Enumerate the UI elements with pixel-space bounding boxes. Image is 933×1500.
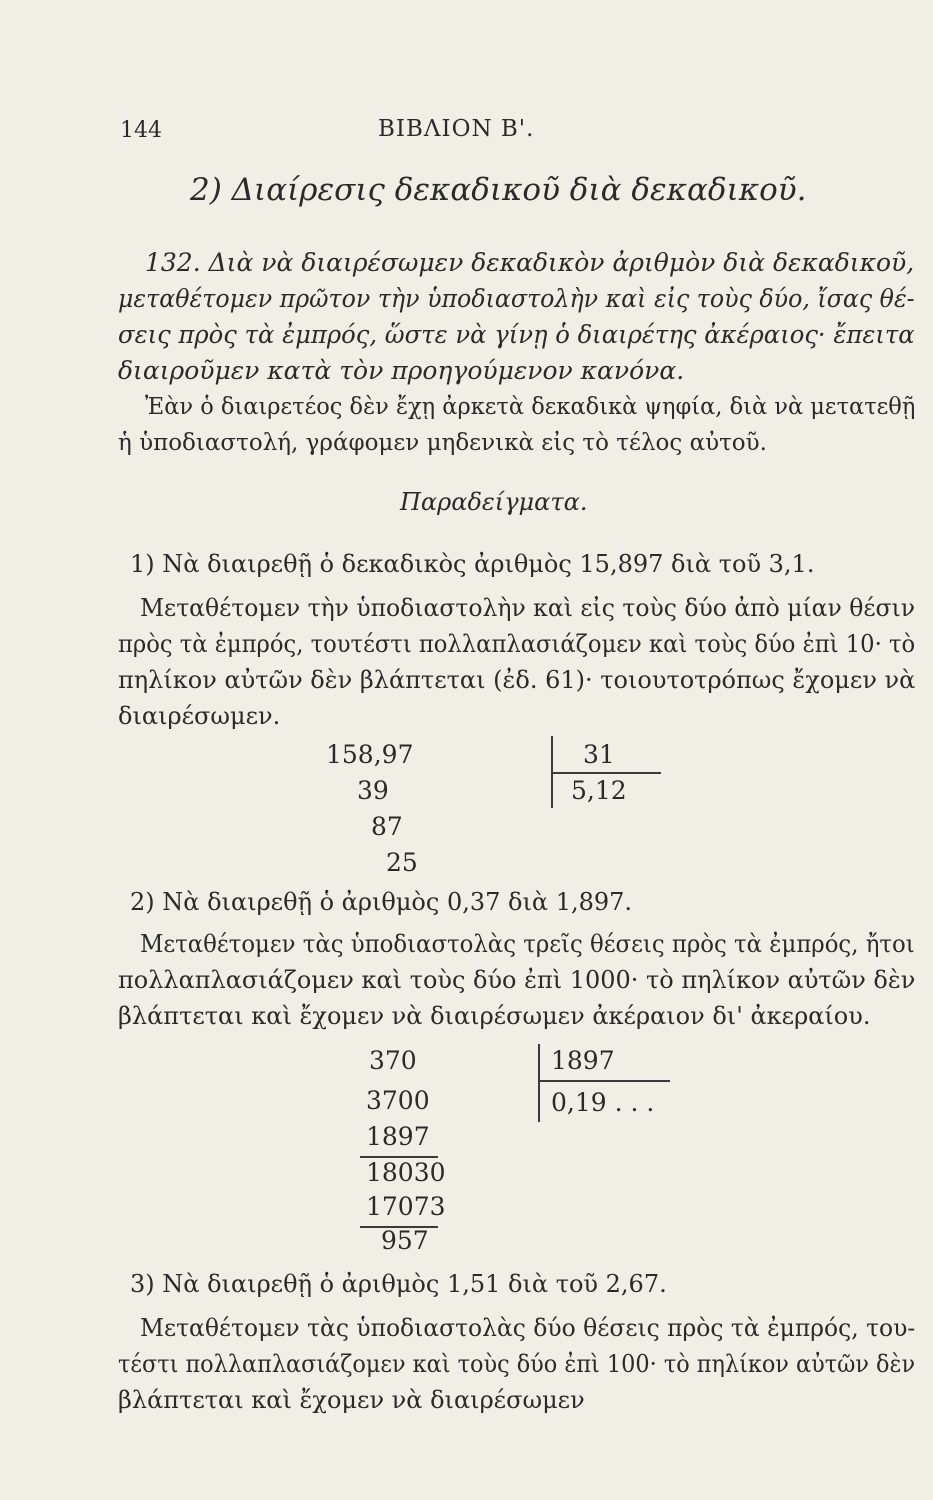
rule-line: 132. Διὰ νὰ διαιρέσωμεν δεκαδικὸν ἀριθμὸν διὰ δεκαδικοῦ, [145, 248, 915, 277]
divisor: 1897 [551, 1046, 615, 1075]
division-bar-horizontal [551, 772, 661, 774]
remainder: 87 [371, 812, 403, 841]
division-step: 18030 [366, 1158, 446, 1187]
divisor: 31 [583, 740, 615, 769]
page-number: 144 [120, 118, 162, 143]
division-step: 1897 [366, 1122, 430, 1151]
note-line: Ἐὰν ὁ διαιρετέος δὲν ἔχῃ ἀρκετὰ δεκαδικὰ ψηφία, διὰ νὰ μετατεθῇ [145, 394, 916, 420]
example-line: βλάπτεται καὶ ἔχομεν νὰ διαιρέσωμεν ἀκέραιον δι' ἀκεραίου. [118, 1002, 871, 1030]
quotient: 0,19 . . . [551, 1088, 655, 1117]
rule-line: μεταθέτομεν πρῶτον τὴν ὑποδιαστολὴν καὶ εἰς τοὺς δύο, ἴσας θέ- [118, 284, 915, 313]
example-line: πρὸς τὰ ἐμπρός, τουτέστι πολλαπλασιάζομεν καὶ τοὺς δύο ἐπὶ 10· τὸ [118, 630, 916, 658]
dividend: 370 [369, 1046, 417, 1075]
example-line: πολλαπλασιάζομεν καὶ τοὺς δύο ἐπὶ 1000· τὸ πηλίκον αὐτῶν δὲν [118, 966, 916, 994]
example-line: τέστι πολλαπλασιάζομεν καὶ τοὺς δύο ἐπὶ 100· τὸ πηλίκον αὐτῶν δὲν [118, 1350, 916, 1378]
rule-line: σεις πρὸς τὰ ἐμπρός, ὥστε νὰ γίνῃ ὁ διαιρέτης ἀκέραιος· ἔπειτα [118, 320, 915, 349]
example-statement: 1) Νὰ διαιρεθῇ ὁ δεκαδικὸς ἀριθμὸς 15,897 διὰ τοῦ 3,1. [130, 550, 815, 578]
example-line: Μεταθέτομεν τὰς ὑποδιαστολὰς δύο θέσεις πρὸς τὰ ἐμπρός, του- [140, 1314, 916, 1342]
division-step: 17073 [366, 1192, 446, 1221]
division-step: 957 [381, 1226, 429, 1255]
division-bar-vertical [538, 1044, 540, 1122]
example-line: Μεταθέτομεν τὴν ὑποδιαστολὴν καὶ εἰς τοὺς δύο ἀπὸ μίαν θέσιν [140, 594, 916, 622]
example-line: διαιρέσωμεν. [118, 702, 281, 730]
note-line: ἡ ὑποδιαστολή, γράφομεν μηδενικὰ εἰς τὸ τέλος αὐτοῦ. [118, 430, 767, 456]
book-title: ΒΙΒΛΙΟΝ Β'. [378, 116, 535, 142]
example-statement: 3) Νὰ διαιρεθῇ ὁ ἀριθμὸς 1,51 διὰ τοῦ 2,67. [130, 1270, 667, 1298]
rule-line: διαιροῦμεν κατὰ τὸν προηγούμενον κανόνα. [118, 356, 685, 385]
example-line: Μεταθέτομεν τὰς ὑποδιαστολὰς τρεῖς θέσεις πρὸς τὰ ἐμπρός, ἤτοι [140, 930, 915, 958]
remainder: 39 [357, 776, 389, 805]
example-line: βλάπτεται καὶ ἔχομεν νὰ διαιρέσωμεν [118, 1386, 585, 1414]
examples-heading: Παραδείγματα. [400, 488, 588, 516]
division-bar-horizontal [538, 1080, 670, 1082]
example-line: πηλίκον αὐτῶν δὲν βλάπτεται (ἐδ. 61)· τοιουτοτρόπως ἔχομεν νὰ [118, 666, 916, 694]
example-statement: 2) Νὰ διαιρεθῇ ὁ ἀριθμὸς 0,37 διὰ 1,897. [130, 888, 633, 916]
remainder: 25 [386, 848, 418, 877]
division-step: 3700 [366, 1086, 430, 1115]
section-title: 2) Διαίρεσις δεκαδικοῦ διὰ δεκαδικοῦ. [190, 172, 807, 208]
quotient: 5,12 [571, 776, 627, 805]
dividend: 158,97 [326, 740, 414, 769]
